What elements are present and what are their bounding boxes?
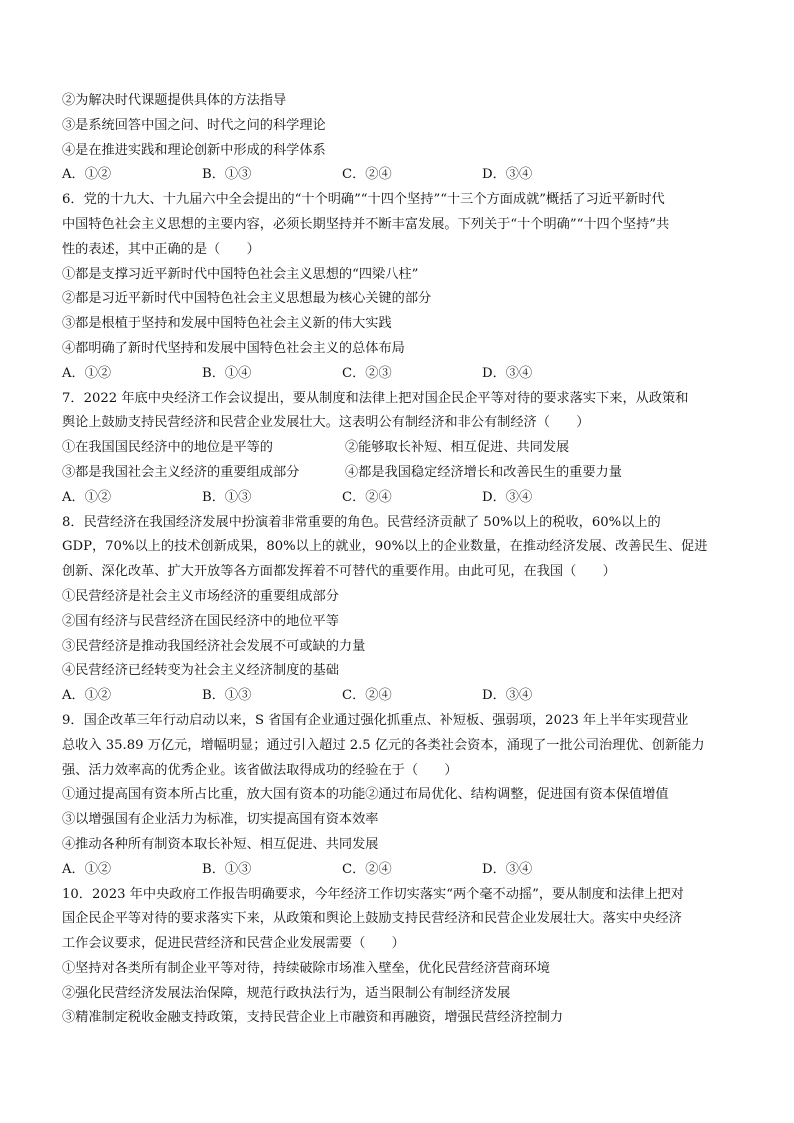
option-c[interactable]: C．②④ <box>342 489 392 505</box>
q10-item-3: ③精准制定税收金融支持政策，支持民营企业上市融资和再融资，增强民营经济控制力 <box>62 1010 564 1026</box>
option-c[interactable]: C．②④ <box>342 688 392 704</box>
q5-item-4: ④是在推进实践和理论创新中形成的科学体系 <box>62 142 326 158</box>
q5-item-3: ③是系统回答中国之问、时代之问的科学理论 <box>62 117 326 133</box>
q7-items-row-1 <box>62 436 742 461</box>
q5-options <box>62 163 742 188</box>
question-9 <box>62 709 742 883</box>
q9-options <box>62 858 742 883</box>
question-stem: 总收入 35.89 万亿元，增幅明显；通过引入超过 2.5 亿元的各类社会资本，涌现了一批公司治理优、创新能力 <box>62 737 705 753</box>
option-d[interactable]: D．③④ <box>482 489 533 505</box>
q7-item-4: ④都是我国稳定经济增长和改善民生的重要力量 <box>345 464 622 480</box>
q7-item-1: ①在我国国民经济中的地位是平等的 <box>62 440 273 456</box>
option-c[interactable]: C．②④ <box>342 167 392 183</box>
question-stem: 中国特色社会主义思想的主要内容，必须长期坚持并不断丰富发展。下列关于“十个明确”“十四个坚持”共 <box>62 216 670 232</box>
q8-options <box>62 684 742 709</box>
q6-item-4: ④都明确了新时代坚持和发展中国特色社会主义的总体布局 <box>62 340 405 356</box>
q10-item-2: ②强化民营经济发展法治保障，规范行政执法行为，适当限制公有制经济发展 <box>62 985 511 1001</box>
q8-item-2: ②国有经济与民营经济在国民经济中的地位平等 <box>62 613 339 629</box>
question-stem: 强、活力效率高的优秀企业。该省做法取得成功的经验在于（ ） <box>62 762 458 778</box>
question-6 <box>62 188 742 386</box>
q9-item-1-2: ①通过提高国有资本所占比重，放大国有资本的功能②通过布局优化、结构调整，促进国有资本保值增值 <box>62 787 669 803</box>
question-stem: GDP，70%以上的技术创新成果，80%以上的就业，90%以上的企业数量，在推动经济发展、改善民生、促进 <box>62 539 708 555</box>
option-a[interactable]: A．①② <box>62 688 112 704</box>
option-b[interactable]: B．①③ <box>202 861 252 877</box>
question-10 <box>62 883 742 1032</box>
q7-item-2: ②能够取长补短、相互促进、共同发展 <box>345 440 570 456</box>
option-d[interactable]: D．③④ <box>482 688 533 704</box>
question-stem: 7．2022 年底中央经济工作会议提出，要从制度和法律上把对国企民企平等对待的要求落实下来，从政策和 <box>62 390 689 406</box>
q8-item-3: ③民营经济是推动我国经济社会发展不可或缺的力量 <box>62 638 366 654</box>
q9-item-3: ③以增强国有企业活力为标准，切实提高国有资本效率 <box>62 812 379 828</box>
q6-item-2: ②都是习近平新时代中国特色社会主义思想最为核心关键的部分 <box>62 291 432 307</box>
option-a[interactable]: A．①② <box>62 167 112 183</box>
question-stem: 8．民营经济在我国经济发展中扮演着非常重要的角色。民营经济贡献了 50%以上的税收，60%以上的 <box>62 514 661 530</box>
q7-items-row-2 <box>62 461 742 486</box>
exam-page <box>62 89 742 1031</box>
question-stem: 工作会议要求，促进民营经济和民营企业发展需要（ ） <box>62 936 405 952</box>
question-stem: 舆论上鼓励支持民营经济和民营企业发展壮大。这表明公有制经济和非公有制经济（ ） <box>62 415 590 431</box>
q5-item-2: ②为解决时代课题提供具体的方法指导 <box>62 93 287 108</box>
option-a[interactable]: A．①② <box>62 861 112 877</box>
option-b[interactable]: B．①④ <box>202 365 252 381</box>
q6-item-1: ①都是支撑习近平新时代中国特色社会主义思想的“四梁八柱” <box>62 266 419 282</box>
q6-options <box>62 362 742 387</box>
option-b[interactable]: B．①③ <box>202 489 252 505</box>
q5-continuation <box>62 89 742 188</box>
option-d[interactable]: D．③④ <box>482 365 533 381</box>
option-c[interactable]: C．②③ <box>342 365 392 381</box>
q6-item-3: ③都是根植于坚持和发展中国特色社会主义新的伟大实践 <box>62 316 392 332</box>
q10-item-1: ①坚持对各类所有制企业平等对待，持续破除市场准入壁垒，优化民营经济营商环境 <box>62 960 550 976</box>
q9-item-4: ④推动各种所有制资本取长补短、相互促进、共同发展 <box>62 836 379 852</box>
option-d[interactable]: D．③④ <box>482 167 533 183</box>
question-7 <box>62 387 742 511</box>
option-b[interactable]: B．①③ <box>202 688 252 704</box>
question-stem: 6．党的十九大、十九届六中全会提出的“十个明确”“十四个坚持”“十三个方面成就”概括了习近平新时代 <box>62 192 665 208</box>
question-stem: 10．2023 年中央政府工作报告明确要求，今年经济工作切实落实“两个毫不动摇”，要从制度和法律上把对 <box>62 886 684 902</box>
q8-item-4: ④民营经济已经转变为社会主义经济制度的基础 <box>62 663 339 679</box>
option-c[interactable]: C．②④ <box>342 861 392 877</box>
option-a[interactable]: A．①② <box>62 365 112 381</box>
q7-options <box>62 486 742 511</box>
option-b[interactable]: B．①③ <box>202 167 252 183</box>
option-a[interactable]: A．①② <box>62 489 112 505</box>
question-stem: 创新、深化改革、扩大开放等各方面都发挥着不可替代的重要作用。由此可见，在我国（ ） <box>62 564 616 580</box>
question-stem: 性的表述，其中正确的是（ ） <box>62 241 260 257</box>
q8-item-1: ①民营经济是社会主义市场经济的重要组成部分 <box>62 588 339 604</box>
q7-item-3: ③都是我国社会主义经济的重要组成部分 <box>62 464 300 480</box>
question-stem: 9．国企改革三年行动启动以来，S 省国有企业通过强化抓重点、补短板、强弱项，2023 年上半年实现营业 <box>62 712 689 728</box>
question-stem: 国企民企平等对待的要求落实下来，从政策和舆论上鼓励支持民营经济和民营企业发展壮大。落实中央经济 <box>62 911 682 927</box>
question-8 <box>62 511 742 709</box>
option-d[interactable]: D．③④ <box>482 861 533 877</box>
